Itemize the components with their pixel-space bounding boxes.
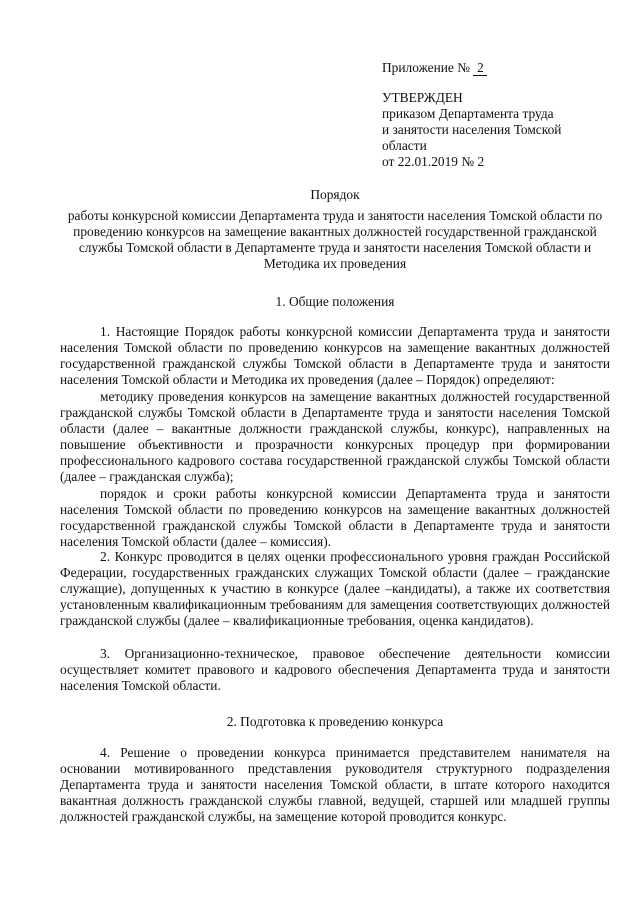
appendix-number: 2 [473, 61, 487, 76]
title-heading: Порядок [310, 187, 360, 202]
approval-stamp [382, 60, 622, 170]
section-1-heading: 1. Общие положения [275, 294, 395, 309]
section-2-heading: 2. Подготовка к проведению конкурса [226, 714, 444, 729]
order-date: от 22.01.2019 № 2 [382, 154, 485, 169]
document-title [50, 187, 620, 272]
section-1-paragraph-5: 3. Организационно-техническое, правовое обеспечение деятельности комиссии осуществляет комитет правового и кадрового обеспечения Департамента труда и занятости населения Томской области. [60, 646, 610, 693]
order-line-3: области [382, 138, 427, 153]
appendix-label: Приложение № 2 [382, 60, 622, 76]
order-line-1: приказом Департамента труда [382, 106, 554, 121]
section-2-paragraph-1: 4. Решение о проведении конкурса принимается представителем нанимателя на основании мотивированного представления руководителя структурного подразделения Департамента труда и занятости населения Томской области, в штате которого находится вакантная должность гражданской службы главной, ведущей, старшей или младшей группы должностей гражданской службы, на замещение которой проводится конкурс. [60, 745, 610, 824]
section-1-paragraph-3: порядок и сроки работы конкурсной комиссии Департамента труда и занятости населения Томской области по проведению конкурсов на замещение вакантных должностей государственной гражданской службы Томской области в Департаменте труда и занятости населения Томской области (далее – комиссия). [60, 486, 610, 549]
section-1-paragraph-2: методику проведения конкурсов на замещение вакантных должностей государственной гражданской службы Томской области в Департаменте труда и занятости населения Томской области (далее – вакантные должности гражданской службы, конкурс), направленных на повышение объективности и прозрачности конкурсных процедур при формировании профессионального кадрового состава государственной гражданской службы Томской области (далее – гражданская служба); [60, 389, 610, 484]
approved-label: УТВЕРЖДЕН [382, 90, 463, 105]
order-line-2: и занятости населения Томской [382, 122, 562, 137]
section-1-paragraph-1: 1. Настоящие Порядок работы конкурсной комиссии Департамента труда и занятости населения Томской области по проведению конкурсов на замещение вакантных должностей государственной гражданской службы Томской области в Департаменте труда и занятости населения Томской области и Методика их проведения (далее – Порядок) определяют: [60, 324, 610, 387]
title-body: работы конкурсной комиссии Департамента труда и занятости населения Томской области по проведению конкурсов на замещение вакантных должностей государственной гражданской службы Томской области в Департаменте труда и занятости населения Томской области и Методика их проведения [67, 208, 603, 271]
section-1-paragraph-4: 2. Конкурс проводится в целях оценки профессионального уровня граждан Российской Федерации, государственных гражданских служащих Томской области (далее – гражданские служащие), допущенных к участию в конкурсе (далее –кандидаты), а также их соответствия установленным квалификационным требованиям для замещения соответствующих должностей гражданской службы (далее – квалификационные требования, оценка кандидатов). [60, 549, 610, 628]
